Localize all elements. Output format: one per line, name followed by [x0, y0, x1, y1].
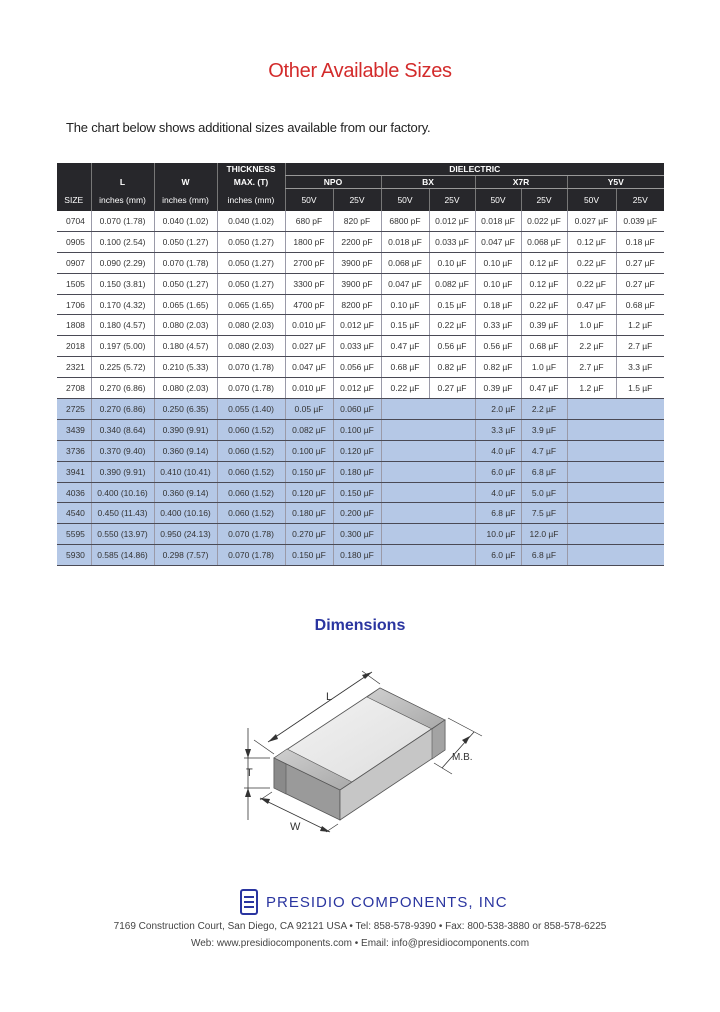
- table-cell: 0.68 µF: [381, 357, 429, 378]
- table-cell: 0.180 µF: [333, 461, 381, 482]
- empty-cell: [567, 545, 664, 566]
- empty-cell: [567, 524, 664, 545]
- table-cell: 0.180 (4.57): [154, 336, 217, 357]
- table-cell: 0.22 µF: [521, 294, 567, 315]
- table-cell: 0.070 (1.78): [91, 211, 154, 231]
- table-cell: 0.27 µF: [616, 252, 664, 273]
- table-cell: 0.12 µF: [521, 252, 567, 273]
- empty-cell: [567, 461, 664, 482]
- table-cell: 0.047 µF: [475, 231, 521, 252]
- table-cell: 0.180 µF: [333, 545, 381, 566]
- table-cell: 0.080 (2.03): [217, 315, 285, 336]
- header-thickness: THICKNESS: [217, 163, 285, 176]
- empty-cell: [381, 399, 475, 420]
- table-cell: 0.400 (10.16): [154, 503, 217, 524]
- table-cell: 0.10 µF: [429, 252, 475, 273]
- table-cell: 0.56 µF: [429, 336, 475, 357]
- table-cell: 0.18 µF: [475, 294, 521, 315]
- table-cell: 0.10 µF: [475, 273, 521, 294]
- size-cell: 0907: [57, 252, 91, 273]
- table-row: [57, 503, 664, 524]
- table-cell: 3900 pF: [333, 273, 381, 294]
- table-cell: 6.8 µF: [475, 503, 521, 524]
- table-cell: 0.060 (1.52): [217, 419, 285, 440]
- size-cell: 2708: [57, 378, 91, 399]
- header-w-units: inches (mm): [154, 189, 217, 212]
- table-cell: 0.250 (6.35): [154, 399, 217, 420]
- table-cell: 0.197 (5.00): [91, 336, 154, 357]
- table-cell: 0.068 µF: [381, 252, 429, 273]
- table-row: [57, 357, 664, 378]
- footer-address: 7169 Construction Court, San Diego, CA 92121 USA • Tel: 858-578-9390 • Fax: 800-538-3880 or 858-578-6225: [113, 921, 607, 932]
- table-cell: 1.5 µF: [616, 378, 664, 399]
- table-cell: 7.5 µF: [521, 503, 567, 524]
- table-cell: 3300 pF: [285, 273, 333, 294]
- header-cell: [154, 163, 217, 176]
- table-cell: 0.018 µF: [475, 211, 521, 231]
- header-cell: [57, 163, 91, 176]
- label-t: T: [246, 767, 253, 779]
- l-arrow-left: [268, 734, 278, 742]
- table-cell: 0.12 µF: [521, 273, 567, 294]
- table-cell: 0.080 (2.03): [154, 315, 217, 336]
- table-cell: 0.080 (2.03): [154, 378, 217, 399]
- table-row: [57, 461, 664, 482]
- size-cell: 5930: [57, 545, 91, 566]
- header-x7r: X7R: [475, 176, 567, 189]
- table-cell: 0.22 µF: [381, 378, 429, 399]
- header-l-units: inches (mm): [91, 189, 154, 212]
- table-cell: 0.33 µF: [475, 315, 521, 336]
- size-cell: 2018: [57, 336, 91, 357]
- label-l: L: [326, 691, 333, 703]
- empty-cell: [381, 524, 475, 545]
- empty-cell: [381, 461, 475, 482]
- intro-text: The chart below shows additional sizes available from our factory.: [66, 120, 431, 135]
- header-npo-50v: 50V: [285, 189, 333, 212]
- table-cell: 4.0 µF: [475, 482, 521, 503]
- t-arrow-top: [245, 749, 251, 758]
- table-cell: 5.0 µF: [521, 482, 567, 503]
- table-row: [57, 211, 664, 231]
- table-cell: 0.060 (1.52): [217, 482, 285, 503]
- header-t-units: inches (mm): [217, 189, 285, 212]
- table-cell: 2.7 µF: [567, 357, 616, 378]
- size-cell: 1706: [57, 294, 91, 315]
- company-name: PRESIDIO COMPONENTS, INC: [266, 893, 508, 911]
- table-cell: 0.150 µF: [285, 545, 333, 566]
- header-y5v: Y5V: [567, 176, 664, 189]
- table-row: [57, 545, 664, 566]
- table-cell: 0.950 (24.13): [154, 524, 217, 545]
- table-cell: 2200 pF: [333, 231, 381, 252]
- table-cell: 0.082 µF: [285, 419, 333, 440]
- mb-arrow: [462, 736, 470, 744]
- table-cell: 0.200 µF: [333, 503, 381, 524]
- table-cell: 0.090 (2.29): [91, 252, 154, 273]
- table-cell: 3900 pF: [333, 252, 381, 273]
- size-cell: 1505: [57, 273, 91, 294]
- table-cell: 0.068 µF: [521, 231, 567, 252]
- table-cell: 6800 pF: [381, 211, 429, 231]
- table-row: [57, 440, 664, 461]
- header-bx: BX: [381, 176, 475, 189]
- table-cell: 0.68 µF: [616, 294, 664, 315]
- table-cell: 0.68 µF: [521, 336, 567, 357]
- termination-left-front: [274, 758, 286, 794]
- table-cell: 0.047 µF: [285, 357, 333, 378]
- header-w: W: [154, 176, 217, 189]
- table-cell: 0.012 µF: [333, 378, 381, 399]
- table-cell: 0.400 (10.16): [91, 482, 154, 503]
- size-cell: 5595: [57, 524, 91, 545]
- table-cell: 1.0 µF: [567, 315, 616, 336]
- header-x7r-50v: 50V: [475, 189, 521, 212]
- header-dielectric: DIELECTRIC: [285, 163, 664, 176]
- table-cell: 0.56 µF: [475, 336, 521, 357]
- table-cell: 0.065 (1.65): [154, 294, 217, 315]
- empty-cell: [567, 440, 664, 461]
- table-row: [57, 294, 664, 315]
- table-cell: 0.450 (11.43): [91, 503, 154, 524]
- table-cell: 0.150 µF: [285, 461, 333, 482]
- presidio-logo-icon: [240, 889, 258, 915]
- size-cell: 0704: [57, 211, 91, 231]
- header-cell: [57, 176, 91, 189]
- table-cell: 0.039 µF: [616, 211, 664, 231]
- table-cell: 0.340 (8.64): [91, 419, 154, 440]
- table-cell: 0.180 (4.57): [91, 315, 154, 336]
- table-cell: 0.170 (4.32): [91, 294, 154, 315]
- w-arrow-right: [320, 826, 330, 832]
- table-cell: 0.060 µF: [333, 399, 381, 420]
- empty-cell: [381, 503, 475, 524]
- table-cell: 12.0 µF: [521, 524, 567, 545]
- table-cell: 0.100 µF: [333, 419, 381, 440]
- size-cell: 2321: [57, 357, 91, 378]
- table-cell: 0.055 (1.40): [217, 399, 285, 420]
- table-row: [57, 252, 664, 273]
- empty-cell: [567, 399, 664, 420]
- l-extension-left: [254, 740, 274, 754]
- table-cell: 0.022 µF: [521, 211, 567, 231]
- table-cell: 0.270 (6.86): [91, 378, 154, 399]
- table-cell: 6.8 µF: [521, 545, 567, 566]
- header-bx-50v: 50V: [381, 189, 429, 212]
- table-cell: 0.270 (6.86): [91, 399, 154, 420]
- header-cell: [91, 163, 154, 176]
- table-cell: 1.2 µF: [616, 315, 664, 336]
- sizes-table: [57, 163, 664, 566]
- table-cell: 0.027 µF: [285, 336, 333, 357]
- table-cell: 0.39 µF: [521, 315, 567, 336]
- table-cell: 0.150 µF: [333, 482, 381, 503]
- label-mb: M.B.: [452, 752, 473, 763]
- table-cell: 0.150 (3.81): [91, 273, 154, 294]
- table-cell: 2700 pF: [285, 252, 333, 273]
- table-cell: 2.7 µF: [616, 336, 664, 357]
- mb-extension-top: [448, 718, 482, 736]
- table-cell: 0.012 µF: [333, 315, 381, 336]
- chip-dimensions-diagram: [230, 650, 500, 870]
- header-size: SIZE: [57, 189, 91, 212]
- table-cell: 3.3 µF: [616, 357, 664, 378]
- dimensions-title: Dimensions: [314, 617, 406, 634]
- table-cell: 0.10 µF: [475, 252, 521, 273]
- table-cell: 0.070 (1.78): [217, 357, 285, 378]
- table-cell: 0.060 (1.52): [217, 503, 285, 524]
- table-cell: 0.050 (1.27): [217, 273, 285, 294]
- table-cell: 0.040 (1.02): [217, 211, 285, 231]
- table-cell: 0.82 µF: [475, 357, 521, 378]
- table-cell: 0.056 µF: [333, 357, 381, 378]
- table-cell: 4.0 µF: [475, 440, 521, 461]
- table-cell: 0.010 µF: [285, 378, 333, 399]
- size-cell: 2725: [57, 399, 91, 420]
- size-cell: 3736: [57, 440, 91, 461]
- header-npo: NPO: [285, 176, 381, 189]
- table-cell: 0.050 (1.27): [154, 273, 217, 294]
- table-cell: 0.15 µF: [381, 315, 429, 336]
- table-cell: 0.070 (1.78): [217, 524, 285, 545]
- table-cell: 0.47 µF: [567, 294, 616, 315]
- table-row: [57, 419, 664, 440]
- table-cell: 0.18 µF: [616, 231, 664, 252]
- table-cell: 0.060 (1.52): [217, 440, 285, 461]
- table-cell: 0.410 (10.41): [154, 461, 217, 482]
- empty-cell: [567, 419, 664, 440]
- mb-extension-bottom: [434, 763, 452, 774]
- table-cell: 0.040 (1.02): [154, 211, 217, 231]
- empty-cell: [381, 419, 475, 440]
- empty-cell: [381, 440, 475, 461]
- table-row: [57, 399, 664, 420]
- header-l: L: [91, 176, 154, 189]
- header-bx-25v: 25V: [429, 189, 475, 212]
- footer-contact: Web: www.presidiocomponents.com • Email: info@presidiocomponents.com: [190, 938, 530, 949]
- table-cell: 0.550 (13.97): [91, 524, 154, 545]
- header-max-t: MAX. (T): [217, 176, 285, 189]
- table-row: [57, 524, 664, 545]
- header-npo-25v: 25V: [333, 189, 381, 212]
- table-cell: 6.0 µF: [475, 461, 521, 482]
- table-cell: 1.0 µF: [521, 357, 567, 378]
- table-cell: 0.27 µF: [616, 273, 664, 294]
- table-cell: 0.070 (1.78): [154, 252, 217, 273]
- table-cell: 0.05 µF: [285, 399, 333, 420]
- table-cell: 0.585 (14.86): [91, 545, 154, 566]
- table-cell: 4.7 µF: [521, 440, 567, 461]
- size-cell: 3439: [57, 419, 91, 440]
- empty-cell: [567, 503, 664, 524]
- table-cell: 0.033 µF: [333, 336, 381, 357]
- table-cell: 0.010 µF: [285, 315, 333, 336]
- table-cell: 680 pF: [285, 211, 333, 231]
- size-cell: 0905: [57, 231, 91, 252]
- table-cell: 0.10 µF: [381, 294, 429, 315]
- table-row: [57, 231, 664, 252]
- table-cell: 0.100 µF: [285, 440, 333, 461]
- table-cell: 2.2 µF: [521, 399, 567, 420]
- table-cell: 0.390 (9.91): [91, 461, 154, 482]
- table-cell: 0.070 (1.78): [217, 545, 285, 566]
- table-cell: 1800 pF: [285, 231, 333, 252]
- table-cell: 0.360 (9.14): [154, 440, 217, 461]
- table-cell: 0.180 µF: [285, 503, 333, 524]
- table-cell: 0.82 µF: [429, 357, 475, 378]
- table-cell: 10.0 µF: [475, 524, 521, 545]
- header-x7r-25v: 25V: [521, 189, 567, 212]
- table-cell: 2.2 µF: [567, 336, 616, 357]
- table-cell: 8200 pF: [333, 294, 381, 315]
- table-cell: 0.390 (9.91): [154, 419, 217, 440]
- table-cell: 1.2 µF: [567, 378, 616, 399]
- table-cell: 0.060 (1.52): [217, 461, 285, 482]
- table-cell: 0.082 µF: [429, 273, 475, 294]
- table-cell: 0.300 µF: [333, 524, 381, 545]
- table-cell: 0.47 µF: [521, 378, 567, 399]
- table-cell: 3.9 µF: [521, 419, 567, 440]
- table-cell: 0.050 (1.27): [154, 231, 217, 252]
- header-y5v-25v: 25V: [616, 189, 664, 212]
- company-logo: [240, 889, 508, 915]
- table-cell: 0.027 µF: [567, 211, 616, 231]
- sizes-table-body: [57, 211, 664, 566]
- table-cell: 4700 pF: [285, 294, 333, 315]
- table-cell: 0.120 µF: [333, 440, 381, 461]
- table-cell: 0.050 (1.27): [217, 252, 285, 273]
- table-cell: 6.0 µF: [475, 545, 521, 566]
- size-cell: 4540: [57, 503, 91, 524]
- table-row: [57, 378, 664, 399]
- header-y5v-50v: 50V: [567, 189, 616, 212]
- table-cell: 2.0 µF: [475, 399, 521, 420]
- table-cell: 0.225 (5.72): [91, 357, 154, 378]
- table-cell: 0.370 (9.40): [91, 440, 154, 461]
- table-cell: 0.360 (9.14): [154, 482, 217, 503]
- table-cell: 0.050 (1.27): [217, 231, 285, 252]
- empty-cell: [381, 482, 475, 503]
- table-cell: 0.047 µF: [381, 273, 429, 294]
- size-cell: 1808: [57, 315, 91, 336]
- table-cell: 0.15 µF: [429, 294, 475, 315]
- table-cell: 3.3 µF: [475, 419, 521, 440]
- table-cell: 0.070 (1.78): [217, 378, 285, 399]
- page-title: Other Available Sizes: [268, 60, 452, 82]
- empty-cell: [381, 545, 475, 566]
- table-cell: 0.033 µF: [429, 231, 475, 252]
- size-cell: 4036: [57, 482, 91, 503]
- table-cell: 0.210 (5.33): [154, 357, 217, 378]
- table-row: [57, 273, 664, 294]
- table-cell: 0.012 µF: [429, 211, 475, 231]
- table-cell: 0.27 µF: [429, 378, 475, 399]
- table-cell: 0.100 (2.54): [91, 231, 154, 252]
- table-cell: 0.120 µF: [285, 482, 333, 503]
- table-cell: 0.22 µF: [567, 273, 616, 294]
- table-cell: 0.12 µF: [567, 231, 616, 252]
- label-w: W: [290, 821, 301, 833]
- table-cell: 0.47 µF: [381, 336, 429, 357]
- table-cell: 0.018 µF: [381, 231, 429, 252]
- table-row: [57, 336, 664, 357]
- table-cell: 0.298 (7.57): [154, 545, 217, 566]
- table-cell: 0.22 µF: [567, 252, 616, 273]
- t-arrow-bottom: [245, 788, 251, 797]
- table-cell: 0.39 µF: [475, 378, 521, 399]
- table-row: [57, 315, 664, 336]
- table-cell: 0.270 µF: [285, 524, 333, 545]
- table-cell: 0.22 µF: [429, 315, 475, 336]
- table-row: [57, 482, 664, 503]
- w-arrow-left: [260, 798, 270, 804]
- table-cell: 820 pF: [333, 211, 381, 231]
- table-cell: 0.080 (2.03): [217, 336, 285, 357]
- table-cell: 6.8 µF: [521, 461, 567, 482]
- empty-cell: [567, 482, 664, 503]
- size-cell: 3941: [57, 461, 91, 482]
- table-cell: 0.065 (1.65): [217, 294, 285, 315]
